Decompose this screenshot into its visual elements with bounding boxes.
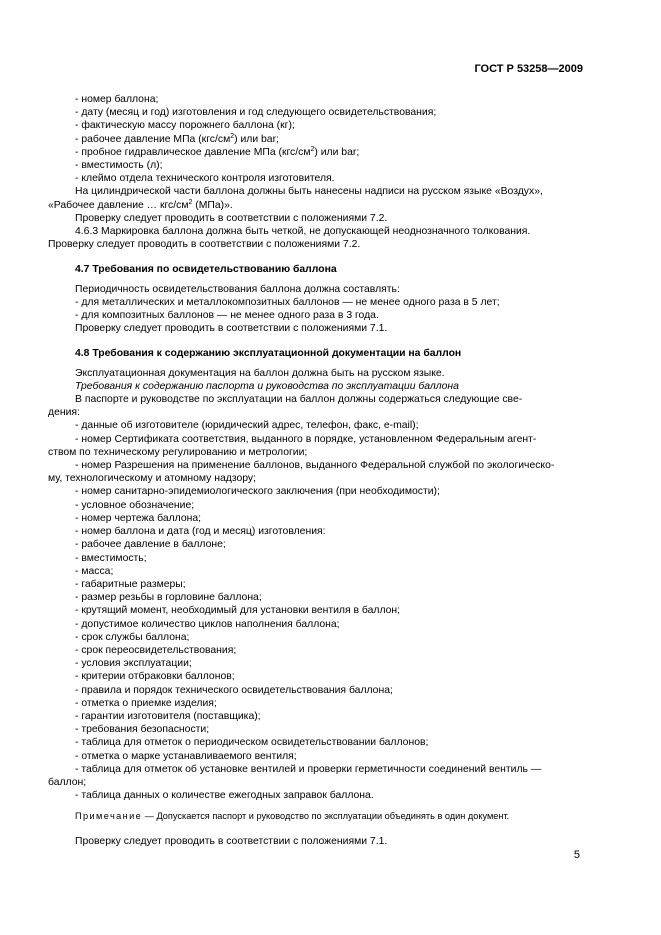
doc-item: - отметка о марке устанавливаемого вентиля; <box>75 750 297 762</box>
doc-item-permit-line2: му, технологическому и атомному надзору; <box>48 473 257 485</box>
doc-item: - условия эксплуатации; <box>75 658 192 670</box>
check-paragraph-1: Проверку следует проводить в соответствии с положениями 7.2. <box>75 212 388 224</box>
doc-item: - правила и порядок технического освидетельствования баллона; <box>75 684 393 696</box>
standard-header: ГОСТ Р 53258—2009 <box>474 63 583 75</box>
note-paragraph <box>75 810 585 823</box>
doc-item: - номер баллона и дата (год и месяц) изготовления: <box>75 526 326 538</box>
section-4-7-line: Проверку следует проводить в соответствии с положениями 7.1. <box>75 323 388 335</box>
doc-item-valve-table-line2: баллон; <box>48 776 87 788</box>
doc-item-refuel-table: - таблица данных о количестве ежегодных заправок баллона. <box>75 790 374 802</box>
doc-item: - срок службы баллона; <box>75 631 190 643</box>
section-4-7-line: - для композитных баллонов — не менее одного раза в 3 года. <box>75 310 379 322</box>
doc-item: - отметка о приемке изделия; <box>75 697 217 709</box>
section-4-7-line: - для металлических и металлокомпозитных баллонов — не менее одного раза в 5 лет; <box>75 296 500 308</box>
section-4-8-lead-line1: В паспорте и руководстве по эксплуатации на баллон должны содержаться следующие све- <box>75 394 523 406</box>
note-text: — Допускается паспорт и руководство по эксплуатации объединять в один документ. <box>142 811 510 822</box>
doc-item: - вместимость; <box>75 552 147 564</box>
note-label: Примечание <box>75 811 143 822</box>
doc-item: - номер санитарно-эпидемиологического заключения (при необходимости); <box>75 486 440 498</box>
section-4-7-heading: 4.7 Требования по освидетельствованию баллона <box>75 264 337 276</box>
section-4-8-intro: Эксплуатационная документация на баллон должна быть на русском языке. <box>75 367 445 379</box>
page-content <box>48 93 585 848</box>
section-4-7-line: Периодичность освидетельствования баллона должна составлять: <box>75 283 400 295</box>
section-4-8-subheading: Требования к содержанию паспорта и руководства по эксплуатации баллона <box>75 380 459 392</box>
marking-item-test-pressure: - пробное гидравлическое давление МПа $(кгс/см^2)$ или bar; <box>75 145 360 158</box>
doc-item: - рабочее давление в баллоне; <box>75 539 226 551</box>
cylinder-inscription-line2: «Рабочее давление … кгс/$см^2$ (МПа)». <box>48 198 233 211</box>
doc-item-valve-table-line1: - таблица для отметок об установке вентилей и проверки герметичности соединений вентиль — <box>75 763 542 775</box>
cylinder-inscription-line1: На цилиндрической части баллона должны быть нанесены надписи на русском языке «Воздух», <box>75 186 543 198</box>
doc-item-manufacturer: - данные об изготовителе (юридический адрес, телефон, факс, e-mail); <box>75 420 419 432</box>
doc-item: - условное обозначение; <box>75 499 195 511</box>
marking-item: - фактическую массу порожнего баллона (кг); <box>75 120 295 132</box>
doc-item: - требования безопасности; <box>75 724 210 736</box>
marking-item: - вместимость (л); <box>75 160 163 172</box>
doc-item: - критерии отбраковки баллонов; <box>75 671 235 683</box>
marking-item-working-pressure: - рабочее давление МПа $(кгс/см^2)$ или bar; <box>75 132 279 145</box>
marking-item: - номер баллона; <box>75 94 159 105</box>
doc-item: - размер резьбы в горловине баллона; <box>75 592 262 604</box>
doc-item-certificate-line1: - номер Сертификата соответствия, выданного в порядке, установленном Федеральным агент- <box>75 433 537 445</box>
doc-item: - крутящий момент, необходимый для установки вентиля в баллон; <box>75 605 401 617</box>
marking-item: - дату (месяц и год) изготовления и год следующего освидетельствования; <box>75 107 437 119</box>
clause-4-6-3-line2: Проверку следует проводить в соответствии с положениями 7.2. <box>48 239 361 251</box>
doc-item: - номер чертежа баллона; <box>75 512 202 524</box>
marking-item: - клеймо отдела технического контроля изготовителя. <box>75 173 335 185</box>
section-4-8-lead-line2: дения: <box>48 407 80 419</box>
section-4-8-heading: 4.8 Требования к содержанию эксплуатационной документации на баллон <box>75 348 462 360</box>
doc-item-permit-line1: - номер Разрешения на применение баллонов, выданного Федеральной службой по экологическо- <box>75 460 555 472</box>
clause-4-6-3-line1: 4.6.3 Маркировка баллона должна быть четкой, не допускающей неоднозначного толкования. <box>75 226 531 238</box>
doc-item: - таблица для отметок о периодическом освидетельствовании баллонов; <box>75 737 429 749</box>
doc-item: - допустимое количество циклов наполнения баллона; <box>75 618 340 630</box>
doc-item: - габаритные размеры; <box>75 578 186 590</box>
doc-item: - гарантии изготовителя (поставщика); <box>75 710 261 722</box>
doc-item: - масса; <box>75 565 114 577</box>
section-4-8-check: Проверку следует проводить в соответствии с положениями 7.1. <box>75 835 388 847</box>
page-number: 5 <box>573 849 580 861</box>
doc-item-certificate-line2: ством по техническому регулированию и метрологии; <box>48 446 308 458</box>
doc-item: - срок переосвидетельствования; <box>75 644 237 656</box>
